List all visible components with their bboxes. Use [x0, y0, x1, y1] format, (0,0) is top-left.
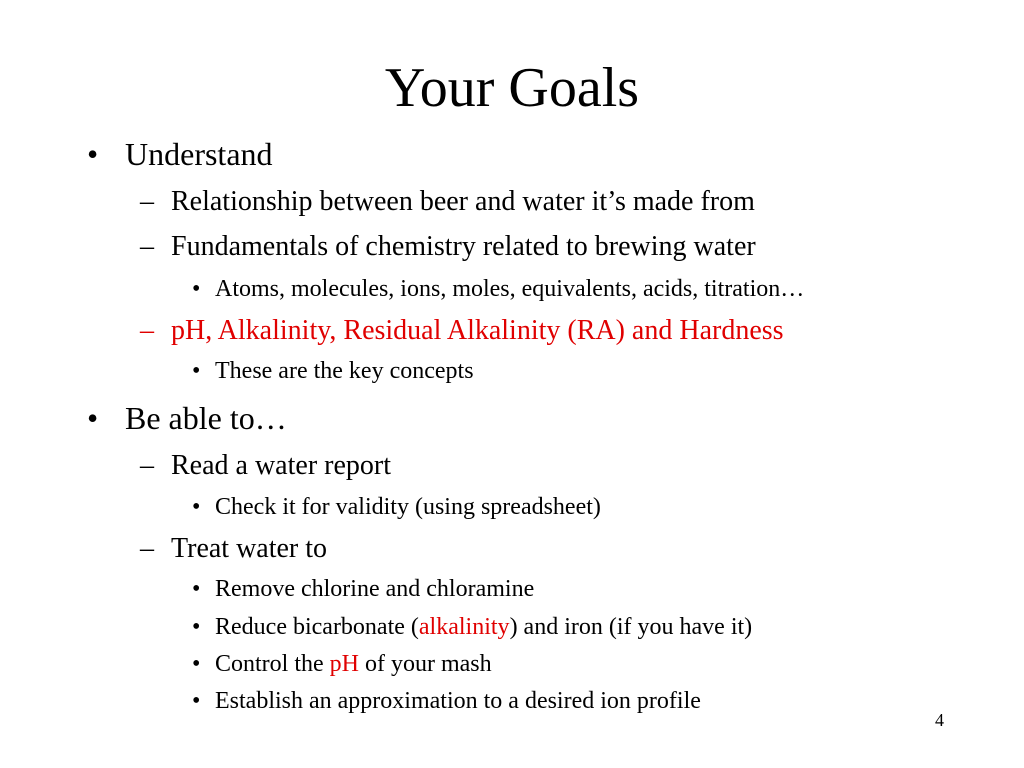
subitem-atoms: Atoms, molecules, ions, moles, equivalents, acids, titration…	[215, 276, 805, 302]
subitem-reduce-bicarbonate	[215, 612, 752, 642]
subitem-text-before: Reduce bicarbonate (	[215, 614, 419, 640]
bullet-icon: •	[192, 576, 201, 602]
dash-icon: –	[140, 315, 154, 346]
item-read-water-report: Read a water report	[171, 450, 391, 481]
subitem-ion-profile: Establish an approximation to a desired ion profile	[215, 688, 701, 714]
bullet-icon: •	[192, 494, 201, 520]
subitem-text-before: Control the	[215, 651, 330, 677]
section-heading-be-able-to: Be able to…	[125, 400, 287, 436]
item-treat-water: Treat water to	[171, 533, 328, 564]
slide-title: Your Goals	[384, 57, 640, 119]
subitem-text-after: ) and iron (if you have it)	[509, 614, 753, 640]
subitem-remove-chlorine: Remove chlorine and chloramine	[215, 576, 535, 602]
item-ph-alkalinity: pH, Alkalinity, Residual Alkalinity (RA) and Hardness	[171, 315, 784, 346]
subitem-control-ph	[215, 649, 492, 679]
page-number: 4	[935, 710, 944, 730]
bullet-icon: •	[192, 614, 201, 640]
subitem-check-validity: Check it for validity (using spreadsheet)	[215, 494, 601, 520]
dash-icon: –	[140, 533, 154, 564]
bullet-icon: •	[87, 400, 99, 436]
bullet-icon: •	[192, 276, 201, 302]
item-relationship: Relationship between beer and water it’s made from	[171, 186, 755, 217]
subitem-key-concepts: These are the key concepts	[215, 358, 474, 384]
dash-icon: –	[140, 450, 154, 481]
section-heading-understand: Understand	[125, 136, 273, 172]
subitem-text-after: of your mash	[359, 651, 492, 677]
dash-icon: –	[140, 231, 154, 262]
bullet-icon: •	[192, 358, 201, 384]
highlight-ph: pH	[329, 651, 359, 677]
dash-icon: –	[140, 186, 154, 217]
item-fundamentals: Fundamentals of chemistry related to brewing water	[171, 231, 756, 262]
bullet-icon: •	[192, 688, 201, 714]
highlight-alkalinity: alkalinity	[418, 614, 510, 640]
bullet-icon: •	[87, 136, 99, 172]
bullet-icon: •	[192, 651, 201, 677]
